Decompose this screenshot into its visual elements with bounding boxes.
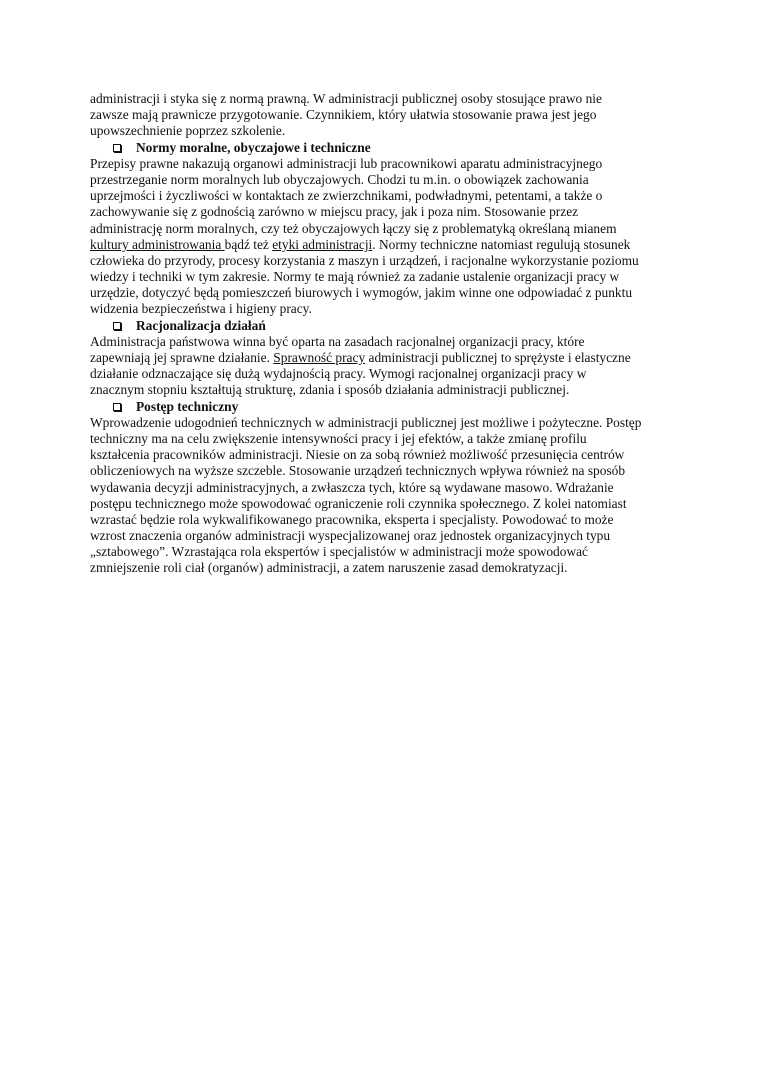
paragraph-line: Wprowadzenie udogodnień technicznych w administracji publicznej jest możliwe i pożyteczne. Postęp (90, 414, 642, 430)
paragraph-line: wzrastać będzie rola wykwalifikowanego pracownika, eksperta i specjalisty. Powodować to może (90, 511, 614, 527)
square-bullet-icon (113, 322, 121, 330)
section-heading-normy (90, 140, 675, 156)
inline-text: bądź też (224, 236, 273, 252)
square-bullet-icon (113, 144, 121, 152)
inline-text: . Normy techniczne natomiast regulują stosunek (372, 236, 631, 252)
paragraph-line: zachowywanie się z godnością zarówno w miejscu pracy, jak i poza nim. Stosowanie przez (90, 204, 579, 220)
section-heading-text: Racjonalizacja działań (136, 317, 266, 333)
paragraph-line: człowieka do przyrody, procesy korzystania z maszyn i urządzeń, i racjonalne wykorzystanie poziomu (90, 252, 639, 268)
paragraph-line: przestrzeganie norm moralnych lub obyczajowych. Chodzi tu m.in. o obowiązek zachowania (90, 171, 589, 187)
paragraph-line (90, 237, 675, 253)
paragraph-line: kształcenia pracowników administracji. Niesie on za sobą również możliwość przesunięcia centrów (90, 447, 625, 463)
paragraph-line: wydawania decyzji administracyjnych, a zwłaszcza tych, które są wydawane masowo. Wdrażanie (90, 479, 614, 495)
section-heading-text: Postęp techniczny (136, 398, 239, 414)
paragraph-line: administracji i styka się z normą prawną. W administracji publicznej osoby stosujące prawo nie (90, 91, 602, 106)
link-kultury-administrowania[interactable]: kultury administrowania (90, 236, 225, 252)
document-page (90, 91, 675, 577)
section-heading-racjonalizacja (90, 318, 675, 334)
paragraph-line: administrację norm moralnych, czy też obyczajowych łączy się z problematyką określaną mianem (90, 220, 617, 236)
paragraph-line: zmniejszenie roli ciał (organów) administracji, a zatem naruszenie zasad demokratyzacji. (90, 560, 568, 576)
paragraph-line: urzędzie, dotyczyć będą pomieszczeń biurowych i wymogów, jakim winne one odpowiadać z punktu (90, 285, 633, 301)
paragraph-line: techniczny ma na celu zwiększenie intensywności pracy i jej efektów, a także zmianę profilu (90, 430, 587, 446)
paragraph-line: działanie odznaczające się dużą wydajnością pracy. Wymogi racjonalnej organizacji pracy w (90, 366, 587, 382)
paragraph-line: widzenia bezpieczeństwa i higieny pracy. (90, 301, 312, 317)
section-heading-text: Normy moralne, obyczajowe i techniczne (136, 139, 371, 155)
paragraph-line: uprzejmości i życzliwości w kontaktach ze zwierzchnikami, podwładnymi, petentami, a także o (90, 188, 603, 204)
paragraph-line: postępu technicznego może spowodować ograniczenie roli czynnika społecznego. Z kolei natomiast (90, 495, 627, 511)
link-etyki-administracji[interactable]: etyki administracji (272, 236, 373, 252)
inline-text: zapewniają jej sprawne działanie. (90, 350, 274, 365)
paragraph-line (90, 350, 675, 366)
paragraph-line: „sztabowego”. Wzrastająca rola ekspertów i specjalistów w administracji może spowodować (90, 544, 589, 560)
paragraph-line: obliczeniowych na wyższe szczeble. Stosowanie urządzeń technicznych wpływa również na sposób (90, 463, 626, 479)
paragraph-line: zawsze mają prawnicze przygotowanie. Czynnikiem, który ułatwia stosowanie prawa jest jego (90, 107, 597, 123)
section-heading-postep (90, 399, 675, 415)
paragraph-line: Przepisy prawne nakazują organowi administracji lub pracownikowi aparatu administracyjnego (90, 155, 603, 171)
link-sprawnosc-pracy[interactable]: Sprawność pracy (273, 350, 366, 365)
paragraph-line: upowszechnienie poprzez szkolenie. (90, 123, 286, 139)
paragraph-line: wzrost znaczenia organów administracji wyspecjalizowanej oraz jednostek organizacyjnych typu (90, 528, 611, 544)
paragraph-line: znacznym stopniu kształtują strukturę, zdania i sposób działania administracji publicznej. (90, 382, 570, 398)
paragraph-line: Administracja państwowa winna być oparta na zasadach racjonalnej organizacji pracy, które (90, 333, 585, 349)
inline-text: administracji publicznej to sprężyste i elastyczne (365, 350, 631, 365)
square-bullet-icon (113, 403, 121, 411)
paragraph-line: wiedzy i techniki w tym zakresie. Normy te mają również za zadanie ustalenie organizacji pracy w (90, 269, 620, 285)
